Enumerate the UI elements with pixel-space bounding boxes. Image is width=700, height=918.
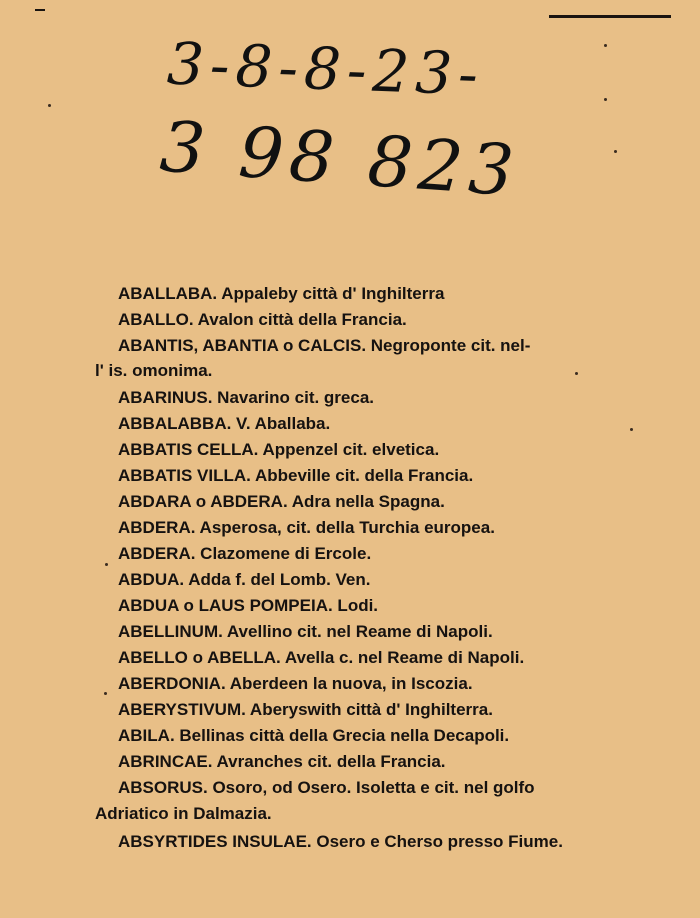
speck [105,563,108,566]
entry-line: ABILA. Bellinas città della Grecia nella Decapoli. [118,726,510,745]
entry-line: Adriatico in Dalmazia. [95,804,272,823]
entry-line: ABDERA. Clazomene di Ercole. [118,544,372,563]
speck [104,692,107,695]
speck [630,428,633,431]
speck [604,44,607,47]
entry-line: ABELLINUM. Avellino cit. nel Reame di Napoli. [118,622,493,641]
handwritten-number-1: 3-8-8-23- [165,29,485,109]
entry-line: ABDARA o ABDERA. Adra nella Spagna. [118,492,445,511]
entry-line: ABSORUS. Osoro, od Osero. Isoletta e cit. nel golfo [118,778,535,797]
entry-line: ABBALABBA. V. Aballaba. [118,414,331,433]
entry-line: ABERYSTIVUM. Aberyswith città d' Inghilterra. [118,700,493,719]
entry-line: l' is. omonima. [95,361,213,380]
entry-line: ABARINUS. Navarino cit. greca. [118,388,375,407]
entry-line: ABERDONIA. Aberdeen la nuova, in Iscozia. [118,674,473,693]
entry-line: ABRINCAE. Avranches cit. della Francia. [118,752,446,771]
entry-line: ABSYRTIDES INSULAE. Osero e Cherso presso Fiume. [118,832,563,851]
corner-mark [35,9,45,11]
entry-line: ABBATIS VILLA. Abbeville cit. della Francia. [118,466,474,485]
speck [604,98,607,101]
entry-line: ABDUA. Adda f. del Lomb. Ven. [118,570,371,589]
handwritten-annotation [140,29,523,260]
entry-line: ABELLO o ABELLA. Avella c. nel Reame di Napoli. [118,648,525,667]
entry-line: ABDUA o LAUS POMPEIA. Lodi. [118,596,379,615]
entry-line: ABBATIS CELLA. Appenzel cit. elvetica. [118,440,440,459]
speck [48,104,51,107]
handwritten-number-2: 3 98 823 [157,105,523,213]
entry-line: ABALLO. Avalon città della Francia. [118,310,407,329]
entry-line: ABDERA. Asperosa, cit. della Turchia europea. [118,518,495,537]
speck [575,372,578,375]
entry-line: ABALLABA. Appaleby città d' Inghilterra [118,284,445,303]
speck [614,150,617,153]
top-rule-line [549,15,671,18]
entry-line: ABANTIS, ABANTIA o CALCIS. Negroponte cit. nel- [118,336,531,355]
